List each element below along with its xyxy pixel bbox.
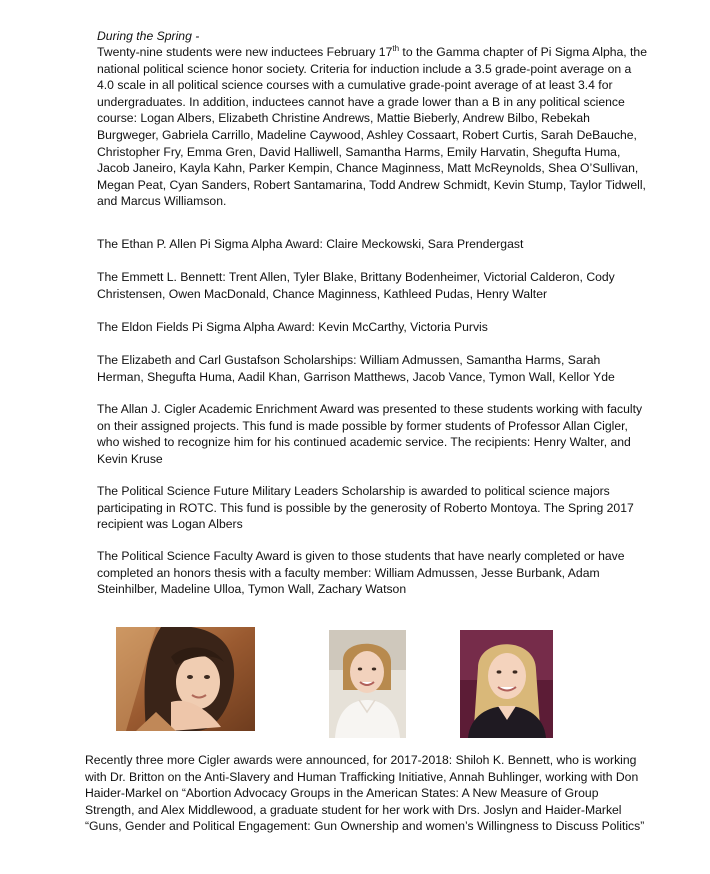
- allen-award-paragraph: The Ethan P. Allen Pi Sigma Alpha Award: Claire Meckowski, Sara Prendergast: [97, 237, 524, 251]
- fields-award-paragraph: The Eldon Fields Pi Sigma Alpha Award: Kevin McCarthy, Victoria Purvis: [97, 320, 488, 334]
- cigler-award-paragraph: The Allan J. Cigler Academic Enrichment Award was presented to these students working with faculty on their assigned projects. This fund is made possible by former students of Professor Allan Cigler, who wished to recognize him for his continued academic service. The recipients: Henry Walter, and Kevin Kruse: [97, 402, 643, 466]
- cigler-announcement-paragraph: Recently three more Cigler awards were announced, for 2017-2018: Shiloh K. Bennett, who is working with Dr. Britton on the Anti-Slavery and Human Trafficking Initiative, Annah Buhlinger, working with Don Haider-Markel on “Abortion Advocacy Groups in the American States: A New Measure of Group Strength, and Alex Middlewood, a graduate student for her work with Drs. Joslyn and Haider-Markel “Guns, Gender and Political Engagement: Gun Ownership and women’s Willingness to Discuss Politics”: [85, 753, 645, 834]
- student-photo-1: [116, 627, 255, 731]
- inductees-paragraph: [97, 44, 649, 210]
- bennett-award-paragraph: The Emmett L. Bennett: Trent Allen, Tyler Blake, Brittany Bodenheimer, Victorial Calderon, Cody Christensen, Owen MacDonald, Chance Maginness, Kathleed Pudas, Henry Walter: [97, 270, 615, 301]
- faculty-award-paragraph: The Political Science Faculty Award is given to those students that have nearly completed or have completed an honors thesis with a faculty member: William Admussen, Jesse Burbank, Adam Steinhilber, Madeline Ulloa, Tymon Wall, Zachary Watson: [97, 549, 625, 597]
- section-heading: During the Spring -: [97, 29, 200, 43]
- inductees-body: to the Gamma chapter of Pi Sigma Alpha, the national political science honor society. Criteria for induction include a 3.5 grade-point average on a 4.0 scale in all political science courses with a cumulative grade-point average of at least 3.4 for undergraduates. In addition, inductees cannot have a grade lower than a B in any political science course: Logan Albers, Elizabeth Christine Andrews, Mattie Bieberly, Andrew Bilbo, Rebekah Burgweger, Gabriela Carrillo, Madeline Caywood, Ashley Cossaart, Robert Curtis, Sarah DeBauche, Christopher Fry, Emma Gren, David Halliwell, Samantha Harms, Emily Harvatin, Shegufta Huma, Jacob Janeiro, Kayla Kahn, Parker Kempin, Chance Maginness, Matt McReynolds, Shea O’Sullivan, Megan Peat, Cyan Sanders, Robert Santamarina, Todd Andrew Schmidt, Kevin Stump, Taylor Tidwell, and Marcus Williamson.: [97, 45, 647, 209]
- inductees-lead: Twenty-nine students were new inductees February 17: [97, 45, 393, 59]
- student-photo-3: [460, 630, 553, 738]
- student-photo-2: [329, 630, 406, 738]
- ordinal-suffix: th: [392, 43, 400, 53]
- gustafson-scholarship-paragraph: The Elizabeth and Carl Gustafson Scholarships: William Admussen, Samantha Harms, Sarah Herman, Shegufta Huma, Aadil Khan, Garrison Matthews, Jacob Vance, Tymon Wall, Kellor Yde: [97, 353, 615, 384]
- military-scholarship-paragraph: The Political Science Future Military Leaders Scholarship is awarded to political science majors participating in ROTC. This fund is possible by the generosity of Roberto Montoya. The Spring 2017 recipient was Logan Albers: [97, 484, 634, 532]
